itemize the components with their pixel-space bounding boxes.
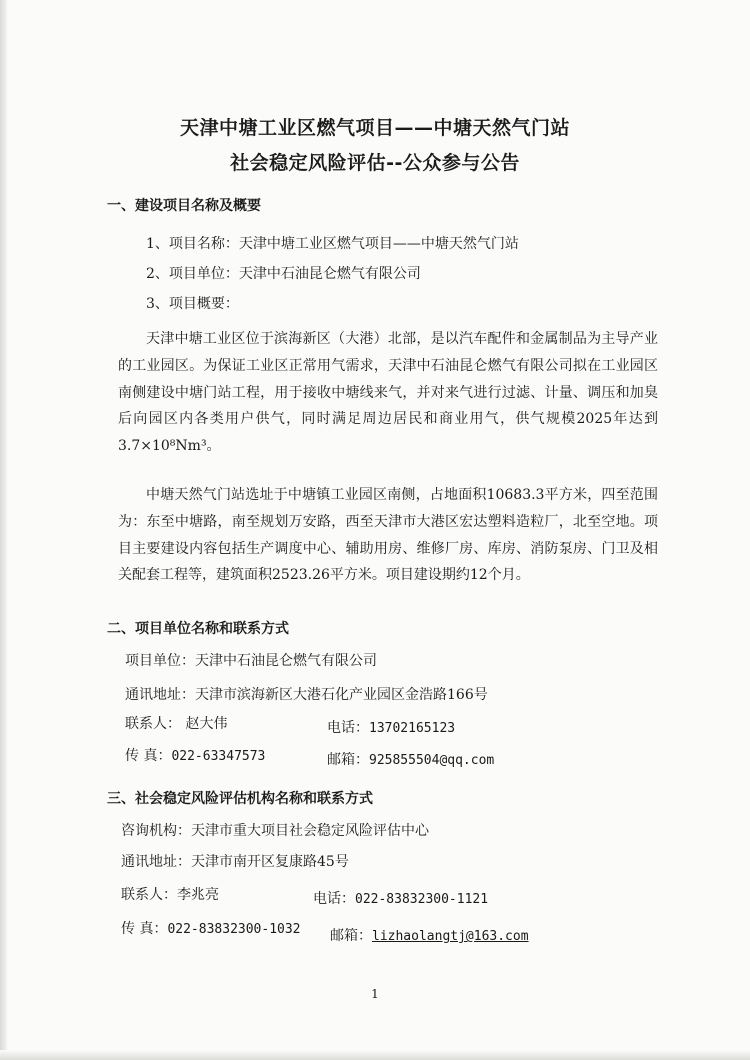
agency-fax [121, 918, 301, 938]
unit-fax-label: 传 真： [125, 748, 172, 764]
agency-email-link[interactable]: lizhaolangtj@163.com [372, 929, 529, 944]
unit-fax-value: 022-63347573 [171, 749, 266, 764]
page-number: 1 [371, 987, 379, 1001]
agency-phone-label: 电话： [313, 891, 355, 907]
section-3-heading: 三、社会稳定风险评估机构名称和联系方式 [107, 791, 373, 807]
agency-phone [313, 888, 488, 908]
agency-fax-label: 传 真： [121, 921, 168, 937]
agency-line: 咨询机构：天津市重大项目社会稳定风险评估中心 [121, 823, 429, 839]
unit-email-label: 邮箱： [327, 752, 369, 768]
unit-phone-label: 电话： [327, 720, 369, 736]
unit-address-line: 通讯地址：天津市滨海新区大港石化产业园区金浩路166号 [125, 687, 488, 703]
agency-address-line: 通讯地址：天津市南开区复康路45号 [121, 854, 349, 870]
project-name-line: 1、项目名称：天津中塘工业区燃气项目——中塘天然气门站 [146, 236, 519, 252]
unit-line: 项目单位：天津中石油昆仑燃气有限公司 [125, 653, 377, 669]
title-line-1: 天津中塘工业区燃气项目——中塘天然气门站 [179, 117, 570, 139]
section-1-heading: 一、建设项目名称及概要 [107, 198, 261, 214]
title-line-2: 社会稳定风险评估--公众参与公告 [230, 152, 520, 174]
project-unit-line: 2、项目单位：天津中石油昆仑燃气有限公司 [146, 266, 421, 282]
agency-email-label: 邮箱： [330, 928, 372, 944]
agency-contact-person: 联系人：李兆亮 [121, 887, 219, 903]
agency-email [330, 925, 529, 945]
overview-paragraph-2: 中塘天然气门站选址于中塘镇工业园区南侧，占地面积10683.3平方米，四至范围为：东至中塘路，南至规划万安路，西至天津市大港区宏达塑料造粒厂，北至空地。项目主要建设内容包括生产调度中心、辅助用房、维修厂房、库房、消防泵房、门卫及相关配套工程等，建筑面积2523.26平方米。项目建设期约12个月。 [118, 487, 658, 584]
unit-fax [125, 745, 265, 765]
unit-contact-person: 联系人： 赵大伟 [125, 716, 228, 732]
agency-fax-value: 022-83832300-1032 [167, 922, 301, 937]
project-overview-label: 3、项目概要： [146, 296, 239, 312]
unit-phone-value: 13702165123 [369, 721, 456, 736]
section-2-heading: 二、项目单位名称和联系方式 [107, 621, 289, 637]
agency-phone-value: 022-83832300-1121 [355, 892, 489, 907]
unit-email-value: 925855504@qq.com [369, 753, 495, 768]
overview-paragraph-1: 天津中塘工业区位于滨海新区（大港）北部，是以汽车配件和金属制品为主导产业的工业园区。为保证工业区正常用气需求，天津中石油昆仑燃气有限公司拟在工业园区南侧建设中塘门站工程，用于接收中塘线来气，并对来气进行过滤、计量、调压和加臭后向园区内各类用户供气，同时满足周边居民和商业用气，供气规模2025年达到3.7×10⁸Nm³。 [118, 331, 658, 455]
scan-edge-bottom [0, 1050, 750, 1060]
unit-email [327, 749, 494, 769]
unit-phone [327, 717, 455, 737]
